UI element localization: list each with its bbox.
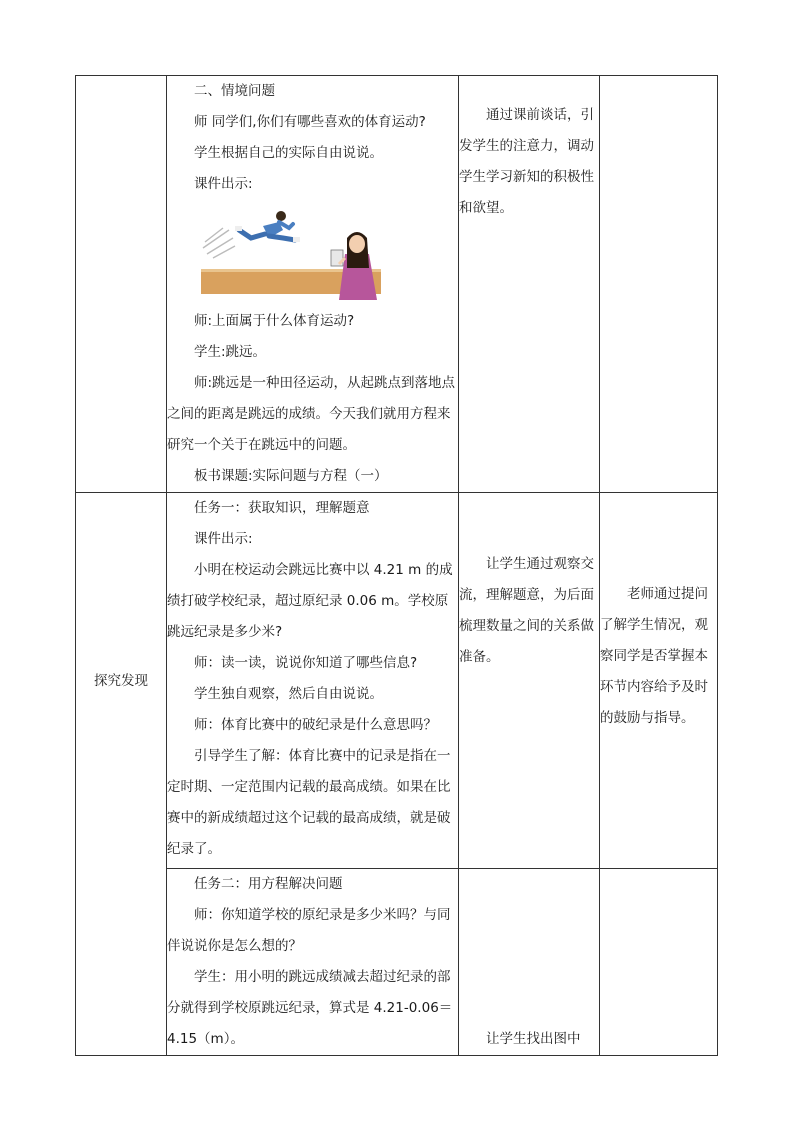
teacher-question: 师：你知道学校的原纪录是多少米吗？与同伴说说你是怎么想的？ — [167, 907, 451, 954]
lesson-plan-table — [75, 75, 718, 1056]
design-intent-cell — [459, 869, 600, 1056]
teacher-explanation: 师:跳远是一种田径运动，从起跳点到落地点之间的距离是跳远的成绩。今天我们就用方程来研究一个关于在跳远中的问题。 — [167, 375, 456, 453]
evaluation-cell — [600, 493, 718, 869]
evaluation-text: 老师通过提问了解学生情况，观察同学是否掌握本环节内容给予及时的鼓励与指导。 — [600, 586, 708, 726]
table-row — [76, 76, 718, 493]
courseware-label: 课件出示: — [194, 176, 253, 192]
courseware-label: 课件出示: — [194, 531, 253, 547]
teacher-question: 师：体育比赛中的破纪录是什么意思吗？ — [194, 717, 437, 733]
design-intent-text: 让学生找出图中 — [486, 1031, 581, 1047]
student-line: 学生独自观察，然后自由说说。 — [194, 686, 383, 702]
design-intent-cell — [459, 76, 600, 493]
table-row — [76, 493, 718, 869]
task-heading: 任务二：用方程解决问题 — [194, 876, 343, 892]
stage-label: 探究发现 — [94, 673, 148, 689]
explanation-text: 引导学生了解：体育比赛中的记录是指在一定时期、一定范围内记载的最高成绩。如果在比赛中的新成绩超过这个记载的最高成绩，就是破纪录了。 — [167, 748, 451, 857]
evaluation-cell — [600, 869, 718, 1056]
jumper-figure — [235, 211, 300, 242]
stage-cell — [76, 493, 167, 1056]
evaluation-cell — [600, 76, 718, 493]
student-answer: 学生：用小明的跳远成绩减去超过纪录的部分就得到学校原跳远纪录，算式是 4.21-0.06＝4.15（m）。 — [167, 969, 453, 1047]
teacher-line: 师：读一读，说说你知道了哪些信息? — [194, 655, 418, 671]
long-jump-illustration — [199, 208, 381, 300]
design-intent-text: 通过课前谈话，引发学生的注意力，调动学生学习新知的积极性和欲望。 — [459, 107, 594, 216]
teacher-line: 师 同学们,你们有哪些喜欢的体育运动? — [194, 114, 426, 130]
problem-text: 小明在校运动会跳远比赛中以 4.21 m 的成绩打破学校纪录，超过原纪录 0.06 m。学校原跳远纪录是多少米? — [167, 562, 453, 640]
design-intent-text: 让学生通过观察交流，理解题意，为后面梳理数量之间的关系做准备。 — [459, 556, 594, 665]
section-heading: 二、情境问题 — [194, 83, 275, 99]
activity-cell — [167, 76, 459, 493]
stage-cell-empty — [76, 76, 167, 493]
activity-cell — [167, 869, 459, 1056]
design-intent-cell — [459, 493, 600, 869]
student-answer: 学生:跳远。 — [194, 344, 267, 360]
lesson-title-board: 板书课题:实际问题与方程（一） — [194, 468, 388, 484]
task-heading: 任务一：获取知识，理解题意 — [194, 500, 370, 516]
table-row — [76, 869, 718, 1056]
activity-cell — [167, 493, 459, 869]
teacher-question: 师:上面属于什么体育运动? — [194, 313, 355, 329]
student-line: 学生根据自己的实际自由说说。 — [194, 145, 383, 161]
